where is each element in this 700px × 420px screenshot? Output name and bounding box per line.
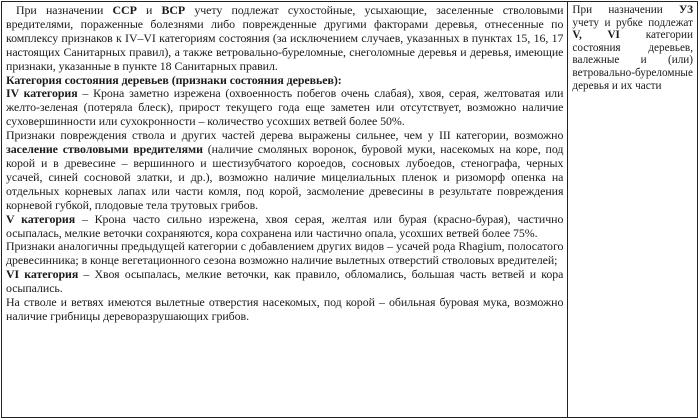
category-6-text: – Хвоя осыпалась, мелкие веточки, как правило, обломались, большая часть ветвей и кора осыпались. (6, 267, 564, 296)
damage-signs-paragraph (6, 129, 563, 212)
intro-paragraph (6, 4, 563, 74)
pest-colonization-term: заселение стволовыми вредителями (6, 142, 203, 157)
category-5-signs-paragraph: Признаки аналогичны предыдущей категории с добавлением других видов – усачей рода Rhagium, полосатого древесинника; в конце вегетационного сезона возможно наличие вылетных отверстий стволовых вредителей; (6, 239, 564, 268)
uz-paragraph (572, 4, 693, 92)
category-5-paragraph (6, 213, 563, 241)
category-4-paragraph (6, 87, 563, 129)
uz-text-3: категории состояния деревьев, валежные и (или) ветровально-буреломные деревья и их части (572, 29, 693, 92)
category-5-label: V категория (6, 211, 76, 226)
category-6-label: VI категория (6, 267, 79, 282)
category-6-signs-paragraph: На стволе и ветвях имеются вылетные отверстия насекомых, под корой – обильная буровая мука, возможно наличие грибницы дереворазрушающих грибов. (6, 295, 564, 323)
uz-cell (568, 2, 698, 418)
table-row (2, 2, 698, 418)
regulation-table (1, 1, 698, 418)
ssr-vsr-cell (2, 2, 568, 418)
uz-text-1: При назначении (572, 4, 680, 16)
uz-abbrev: УЗ (679, 4, 693, 16)
category-4-text: – Крона заметно изрежена (охвоенность побегов очень слабая), хвоя, серая, желтоватая или желто-зеленая (потеряла блеск), прирост текущего года еще заметен или отсутствует, возможно наличие суховершинности или сухокронности – количество усохших ветвей более 50%. (6, 86, 564, 129)
uz-categories: V, VI (572, 29, 620, 42)
category-4-label: IV категория (6, 86, 78, 101)
damage-text-1: Признаки повреждения ствола и других частей дерева выражены сильнее, чем у III категории, возможно (6, 128, 564, 143)
vsr-abbrev: ВСР (161, 3, 186, 17)
intro-text-1: При назначении (16, 3, 113, 17)
intro-text-3: учету подлежат сухостойные, усыхающие, заселенные стволовыми вредителями, пораженные болезнями либо поврежденные другими факторами деревья, отнесенные по комплексу признаков к IV–VI категориям состояния (за исключением случаев, указанных в пунктах 15, 16, 17 настоящих Санитарных правил), а также ветровально-буреломные, снеголомные деревья и деревья, имеющие признаки, указанные в пункте 18 Санитарных правил. (6, 3, 564, 73)
category-6-paragraph (6, 268, 563, 296)
category-heading: Категория состояния деревьев (признаки состояния деревьев): (6, 72, 342, 87)
intro-text-2: и (136, 3, 162, 17)
damage-text-2: (наличие смоляных воронок, буровой муки, насекомых на коре, под корой и в древесине – вершинного и шестизубчатого короедов, сосновых лубоедов, стенографа, черных усачей, синей сосновой златки, и др.), возможно наличие мицелиальных пленок и ризоморф опенка на отдельных корневых лапах или части комля, под корой, засмоление древесины в результате повреждения корневой губкой, плодовые тела трутовых грибов. (6, 142, 564, 212)
category-5-text: – Крона часто сильно изрежена, хвоя серая, желтая или бурая (красно-бурая), частично осыпалась, мелкие веточки сохраняются, кора сохранена или частично опала, усохших ветвей более 75%. (6, 211, 564, 240)
uz-text-2: учету и рубке подлежат (572, 16, 693, 29)
ssr-abbrev: ССР (112, 3, 137, 17)
